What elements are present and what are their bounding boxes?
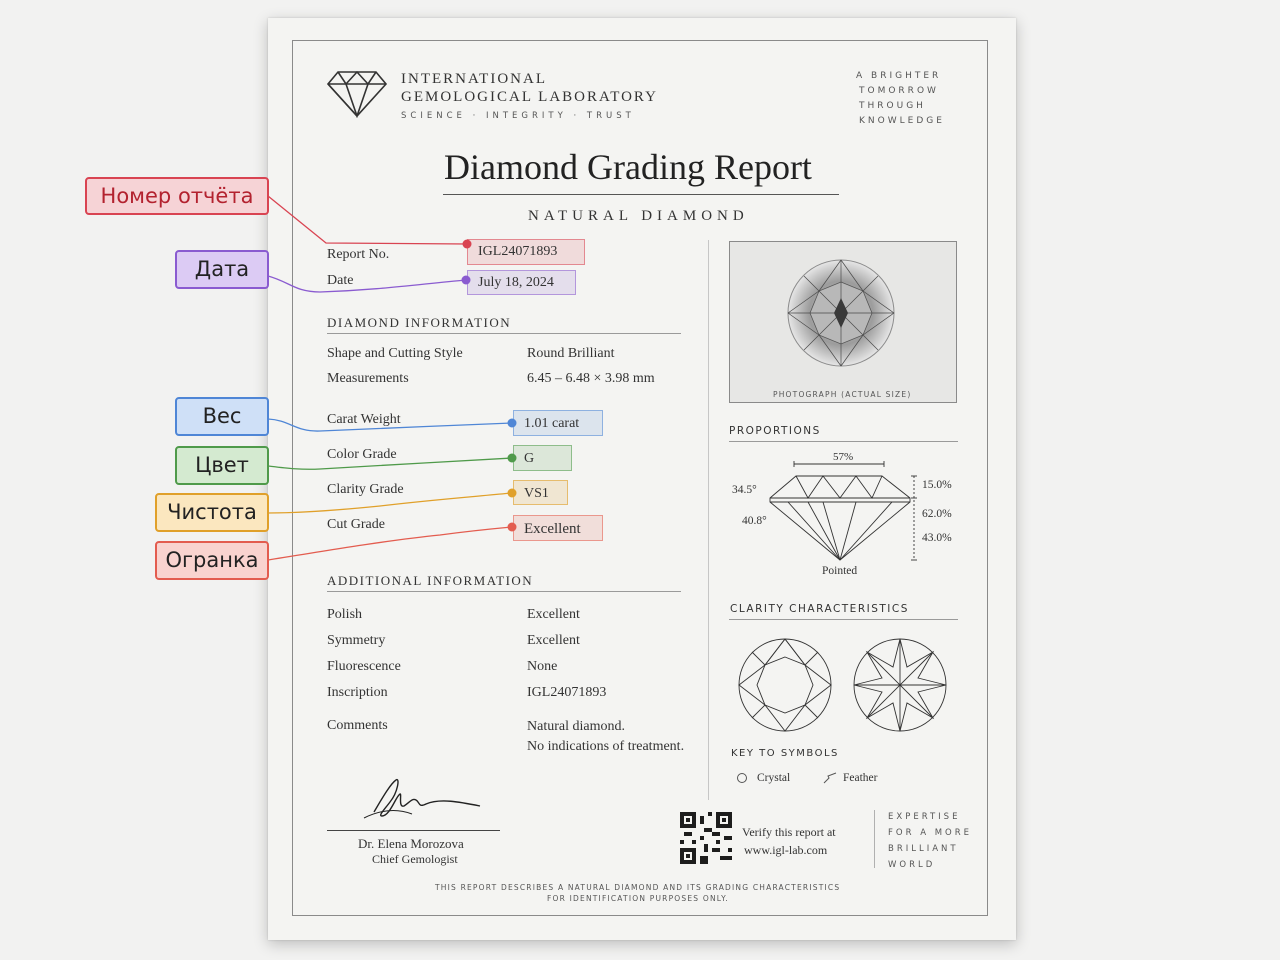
date-label: Date — [327, 273, 354, 288]
proportions-heading: PROPORTIONS — [729, 425, 821, 437]
shape-value: Round Brilliant — [527, 346, 615, 361]
lab-name-line1: INTERNATIONAL — [401, 71, 547, 87]
header-motto-line: THROUGH — [859, 101, 926, 111]
polish-value: Excellent — [527, 607, 580, 622]
polish-label: Polish — [327, 607, 363, 622]
callout-cut: Огранка — [155, 541, 269, 580]
date-value: July 18, 2024 — [467, 270, 576, 295]
measurements-value: 6.45 – 6.48 × 3.98 mm — [527, 371, 655, 386]
clarity-characteristics-heading: CLARITY CHARACTERISTICS — [730, 603, 909, 615]
report-title: Diamond Grading Report — [444, 147, 812, 187]
signature-title: Chief Gemologist — [372, 852, 458, 866]
inscription-label: Inscription — [327, 685, 388, 700]
measurements-label: Measurements — [327, 371, 409, 386]
proportions-crown-angle: 34.5° — [732, 484, 757, 496]
callout-color: Цвет — [175, 446, 269, 485]
clarity-value: VS1 — [513, 480, 568, 505]
callout-report-number: Номер отчёта — [85, 177, 269, 215]
comments-line1: Natural diamond. — [527, 719, 625, 734]
symmetry-value: Excellent — [527, 633, 580, 648]
proportions-crown-height: 15.0% — [922, 479, 952, 491]
footer-motto-line: FOR A MORE — [888, 828, 973, 838]
proportions-pavilion-depth: 43.0% — [922, 532, 952, 544]
fluorescence-label: Fluorescence — [327, 659, 401, 674]
diamond-info-heading: DIAMOND INFORMATION — [327, 315, 512, 330]
key-crystal-label: Crystal — [757, 772, 791, 784]
disclaimer-line1: THIS REPORT DESCRIBES A NATURAL DIAMOND AND ITS GRADING CHARACTERISTICS — [435, 883, 841, 892]
photo-caption: PHOTOGRAPH (ACTUAL SIZE) — [773, 390, 912, 399]
carat-label: Carat Weight — [327, 412, 401, 427]
key-feather-label: Feather — [843, 772, 878, 784]
callout-clarity: Чистота — [155, 493, 269, 532]
shape-label: Shape and Cutting Style — [327, 346, 463, 361]
verify-url[interactable]: www.igl-lab.com — [744, 843, 828, 857]
footer-motto-line: EXPERTISE — [888, 812, 961, 822]
lab-name-line2: GEMOLOGICAL LABORATORY — [401, 89, 658, 105]
clarity-label: Clarity Grade — [327, 482, 404, 497]
callout-weight: Вес — [175, 397, 269, 436]
lab-tagline: SCIENCE · INTEGRITY · TRUST — [401, 111, 635, 121]
proportions-table: 57% — [833, 451, 854, 463]
footer-motto-line: WORLD — [888, 860, 936, 870]
callout-date: Дата — [175, 250, 269, 289]
fluorescence-value: None — [527, 659, 558, 674]
comments-line2: No indications of treatment. — [527, 739, 685, 754]
cut-label: Cut Grade — [327, 517, 385, 532]
key-to-symbols-heading: KEY TO SYMBOLS — [731, 748, 839, 759]
proportions-pavilion-angle: 40.8° — [742, 515, 767, 527]
comments-label: Comments — [327, 718, 388, 733]
signature-name: Dr. Elena Morozova — [358, 836, 464, 851]
additional-info-heading: ADDITIONAL INFORMATION — [327, 573, 534, 588]
cut-value: Excellent — [513, 515, 603, 541]
inscription-value: IGL24071893 — [527, 685, 607, 700]
carat-value: 1.01 carat — [513, 410, 603, 436]
symmetry-label: Symmetry — [327, 633, 386, 648]
report-no-value: IGL24071893 — [467, 239, 585, 265]
verify-line1: Verify this report at — [742, 825, 836, 839]
header-motto-line: KNOWLEDGE — [859, 116, 945, 126]
footer-motto-line: BRILLIANT — [888, 844, 959, 854]
disclaimer-line2: FOR IDENTIFICATION PURPOSES ONLY. — [547, 894, 729, 903]
report-no-label: Report No. — [327, 247, 390, 262]
header-motto-line: TOMORROW — [859, 86, 939, 96]
proportions-culet: Pointed — [822, 565, 858, 577]
header-motto-line: A BRIGHTER — [856, 71, 942, 81]
report-subtitle: NATURAL DIAMOND — [528, 208, 749, 224]
color-value: G — [513, 445, 572, 471]
color-label: Color Grade — [327, 447, 397, 462]
proportions-total-depth: 62.0% — [922, 508, 952, 520]
